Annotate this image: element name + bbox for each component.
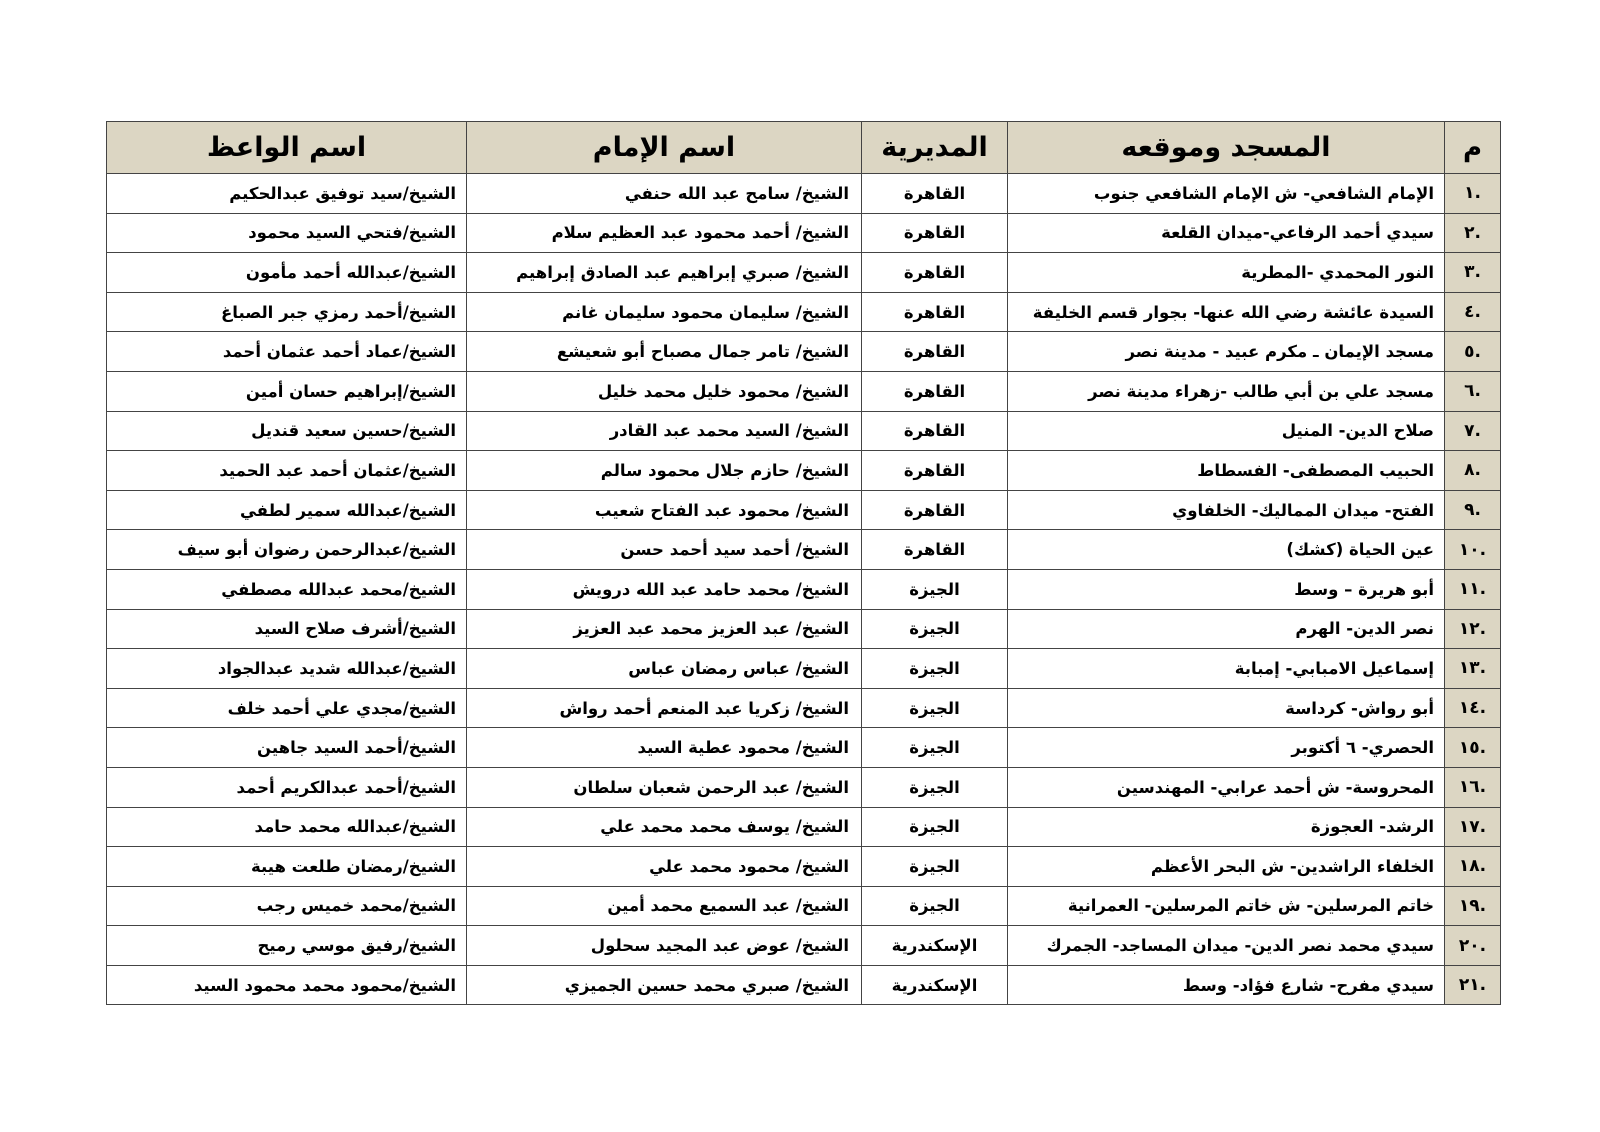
directorate-cell: القاهرة <box>862 490 1008 530</box>
imam-cell: الشيخ/ أحمد سيد أحمد حسن <box>467 530 862 570</box>
preacher-cell: الشيخ/أشرف صلاح السيد <box>107 609 467 649</box>
row-number: .٤ <box>1445 292 1501 332</box>
directorate-cell: الجيزة <box>862 847 1008 887</box>
imam-cell: الشيخ/ محمود خليل محمد خليل <box>467 371 862 411</box>
table-row <box>107 886 1501 926</box>
table-row <box>107 490 1501 530</box>
row-number: .١٣ <box>1445 649 1501 689</box>
header-num: م <box>1445 122 1501 174</box>
preacher-cell: الشيخ/عبدالله محمد حامد <box>107 807 467 847</box>
mosque-cell: المحروسة- ش أحمد عرابي- المهندسين <box>1008 767 1445 807</box>
mosque-cell: سيدي أحمد الرفاعي-ميدان القلعة <box>1008 213 1445 253</box>
header-row <box>107 122 1501 174</box>
table-row <box>107 371 1501 411</box>
directorate-cell: الجيزة <box>862 649 1008 689</box>
row-number: .١٠ <box>1445 530 1501 570</box>
directorate-cell: الجيزة <box>862 807 1008 847</box>
mosque-cell: مسجد علي بن أبي طالب -زهراء مدينة نصر <box>1008 371 1445 411</box>
imam-cell: الشيخ/ محمد حامد عبد الله درويش <box>467 569 862 609</box>
table-row <box>107 332 1501 372</box>
directorate-cell: القاهرة <box>862 371 1008 411</box>
row-number: .١ <box>1445 174 1501 214</box>
table-row <box>107 530 1501 570</box>
directorate-cell: الجيزة <box>862 728 1008 768</box>
directorate-cell: القاهرة <box>862 451 1008 491</box>
directorate-cell: الجيزة <box>862 609 1008 649</box>
imam-cell: الشيخ/ أحمد محمود عبد العظيم سلام <box>467 213 862 253</box>
row-number: .٢٠ <box>1445 926 1501 966</box>
preacher-cell: الشيخ/محمد عبدالله مصطفي <box>107 569 467 609</box>
header-mosque: المسجد وموقعه <box>1008 122 1445 174</box>
mosque-cell: السيدة عائشة رضي الله عنها- بجوار قسم الخليفة <box>1008 292 1445 332</box>
preacher-cell: الشيخ/عثمان أحمد عبد الحميد <box>107 451 467 491</box>
mosque-cell: خاتم المرسلين- ش خاتم المرسلين- العمرانية <box>1008 886 1445 926</box>
imam-cell: الشيخ/ يوسف محمد محمد علي <box>467 807 862 847</box>
imam-cell: الشيخ/ صبري محمد حسين الجميزي <box>467 965 862 1005</box>
imam-cell: الشيخ/ عوض عبد المجيد سحلول <box>467 926 862 966</box>
imam-cell: الشيخ/ محمود محمد علي <box>467 847 862 887</box>
row-number: .٨ <box>1445 451 1501 491</box>
table-row <box>107 649 1501 689</box>
mosque-cell: سيدي مفرح- شارع فؤاد- وسط <box>1008 965 1445 1005</box>
directorate-cell: القاهرة <box>862 530 1008 570</box>
preacher-cell: الشيخ/إبراهيم حسان أمين <box>107 371 467 411</box>
table-row <box>107 926 1501 966</box>
mosque-cell: الحصري- ٦ أكتوبر <box>1008 728 1445 768</box>
imam-cell: الشيخ/ عبد السميع محمد أمين <box>467 886 862 926</box>
mosque-cell: الرشد- العجوزة <box>1008 807 1445 847</box>
table-row <box>107 767 1501 807</box>
preacher-cell: الشيخ/عبدالرحمن رضوان أبو سيف <box>107 530 467 570</box>
row-number: .١٢ <box>1445 609 1501 649</box>
table-row <box>107 569 1501 609</box>
row-number: .٢١ <box>1445 965 1501 1005</box>
imam-cell: الشيخ/ عبد الرحمن شعبان سلطان <box>467 767 862 807</box>
row-number: .١٨ <box>1445 847 1501 887</box>
directorate-cell: القاهرة <box>862 411 1008 451</box>
directorate-cell: الجيزة <box>862 767 1008 807</box>
row-number: .١١ <box>1445 569 1501 609</box>
row-number: .١٧ <box>1445 807 1501 847</box>
directorate-cell: القاهرة <box>862 174 1008 214</box>
table-row <box>107 451 1501 491</box>
table-row <box>107 728 1501 768</box>
mosque-cell: الحبيب المصطفى- الفسطاط <box>1008 451 1445 491</box>
mosque-cell: صلاح الدين- المنيل <box>1008 411 1445 451</box>
preacher-cell: الشيخ/عبدالله سمير لطفي <box>107 490 467 530</box>
imam-cell: الشيخ/ صبري إبراهيم عبد الصادق إبراهيم <box>467 253 862 293</box>
imam-cell: الشيخ/ السيد محمد عبد القادر <box>467 411 862 451</box>
row-number: .١٩ <box>1445 886 1501 926</box>
mosque-cell: أبو هريرة – وسط <box>1008 569 1445 609</box>
row-number: .١٦ <box>1445 767 1501 807</box>
row-number: .٩ <box>1445 490 1501 530</box>
preacher-cell: الشيخ/عبدالله أحمد مأمون <box>107 253 467 293</box>
row-number: .١٤ <box>1445 688 1501 728</box>
imam-cell: الشيخ/ زكريا عبد المنعم أحمد رواش <box>467 688 862 728</box>
imam-cell: الشيخ/ محمود عطية السيد <box>467 728 862 768</box>
preacher-cell: الشيخ/عماد أحمد عثمان أحمد <box>107 332 467 372</box>
imam-cell: الشيخ/ سليمان محمود سليمان غانم <box>467 292 862 332</box>
directorate-cell: القاهرة <box>862 332 1008 372</box>
table-row <box>107 292 1501 332</box>
preacher-cell: الشيخ/أحمد رمزي جبر الصباغ <box>107 292 467 332</box>
table-row <box>107 174 1501 214</box>
preacher-cell: الشيخ/محمد خميس رجب <box>107 886 467 926</box>
row-number: .٧ <box>1445 411 1501 451</box>
imam-cell: الشيخ/ تامر جمال مصباح أبو شعيشع <box>467 332 862 372</box>
row-number: .١٥ <box>1445 728 1501 768</box>
preacher-cell: الشيخ/عبدالله شديد عبدالجواد <box>107 649 467 689</box>
table-row <box>107 213 1501 253</box>
imam-cell: الشيخ/ سامح عبد الله حنفي <box>467 174 862 214</box>
row-number: .٢ <box>1445 213 1501 253</box>
preacher-cell: الشيخ/محمود محمد محمود السيد <box>107 965 467 1005</box>
header-preacher: اسم الواعظ <box>107 122 467 174</box>
table-row <box>107 411 1501 451</box>
row-number: .٣ <box>1445 253 1501 293</box>
preacher-cell: الشيخ/مجدي علي أحمد خلف <box>107 688 467 728</box>
table-row <box>107 807 1501 847</box>
preacher-cell: الشيخ/حسين سعيد قنديل <box>107 411 467 451</box>
imam-cell: الشيخ/ عبد العزيز محمد عبد العزيز <box>467 609 862 649</box>
mosque-cell: نصر الدين- الهرم <box>1008 609 1445 649</box>
mosque-cell: النور المحمدي -المطرية <box>1008 253 1445 293</box>
imam-cell: الشيخ/ محمود عبد الفتاح شعيب <box>467 490 862 530</box>
header-imam: اسم الإمام <box>467 122 862 174</box>
table-row <box>107 253 1501 293</box>
mosque-cell: مسجد الإيمان ـ مكرم عبيد - مدينة نصر <box>1008 332 1445 372</box>
directorate-cell: القاهرة <box>862 253 1008 293</box>
directorate-cell: الإسكندرية <box>862 926 1008 966</box>
preacher-cell: الشيخ/سيد توفيق عبدالحكيم <box>107 174 467 214</box>
header-directorate: المديرية <box>862 122 1008 174</box>
mosque-cell: الفتح- ميدان المماليك- الخلفاوي <box>1008 490 1445 530</box>
mosque-cell: سيدي محمد نصر الدين- ميدان المساجد- الجمرك <box>1008 926 1445 966</box>
preacher-cell: الشيخ/أحمد عبدالكريم أحمد <box>107 767 467 807</box>
directorate-cell: القاهرة <box>862 292 1008 332</box>
mosque-cell: أبو رواش- كرداسة <box>1008 688 1445 728</box>
table-row <box>107 847 1501 887</box>
imam-cell: الشيخ/ حازم جلال محمود سالم <box>467 451 862 491</box>
table-row <box>107 965 1501 1005</box>
mosque-cell: الخلفاء الراشدين- ش البحر الأعظم <box>1008 847 1445 887</box>
preacher-cell: الشيخ/رفيق موسي رميح <box>107 926 467 966</box>
directorate-cell: الإسكندرية <box>862 965 1008 1005</box>
directorate-cell: الجيزة <box>862 688 1008 728</box>
preacher-cell: الشيخ/فتحي السيد محمود <box>107 213 467 253</box>
row-number: .٦ <box>1445 371 1501 411</box>
mosque-cell: عين الحياة (كشك) <box>1008 530 1445 570</box>
mosque-cell: إسماعيل الامبابي- إمبابة <box>1008 649 1445 689</box>
preacher-cell: الشيخ/أحمد السيد جاهين <box>107 728 467 768</box>
directorate-cell: الجيزة <box>862 886 1008 926</box>
directorate-cell: القاهرة <box>862 213 1008 253</box>
directorate-cell: الجيزة <box>862 569 1008 609</box>
mosques-table <box>106 121 1501 1005</box>
table-row <box>107 688 1501 728</box>
mosque-cell: الإمام الشافعي- ش الإمام الشافعي جنوب <box>1008 174 1445 214</box>
preacher-cell: الشيخ/رمضان طلعت هيبة <box>107 847 467 887</box>
row-number: .٥ <box>1445 332 1501 372</box>
imam-cell: الشيخ/ عباس رمضان عباس <box>467 649 862 689</box>
table-row <box>107 609 1501 649</box>
